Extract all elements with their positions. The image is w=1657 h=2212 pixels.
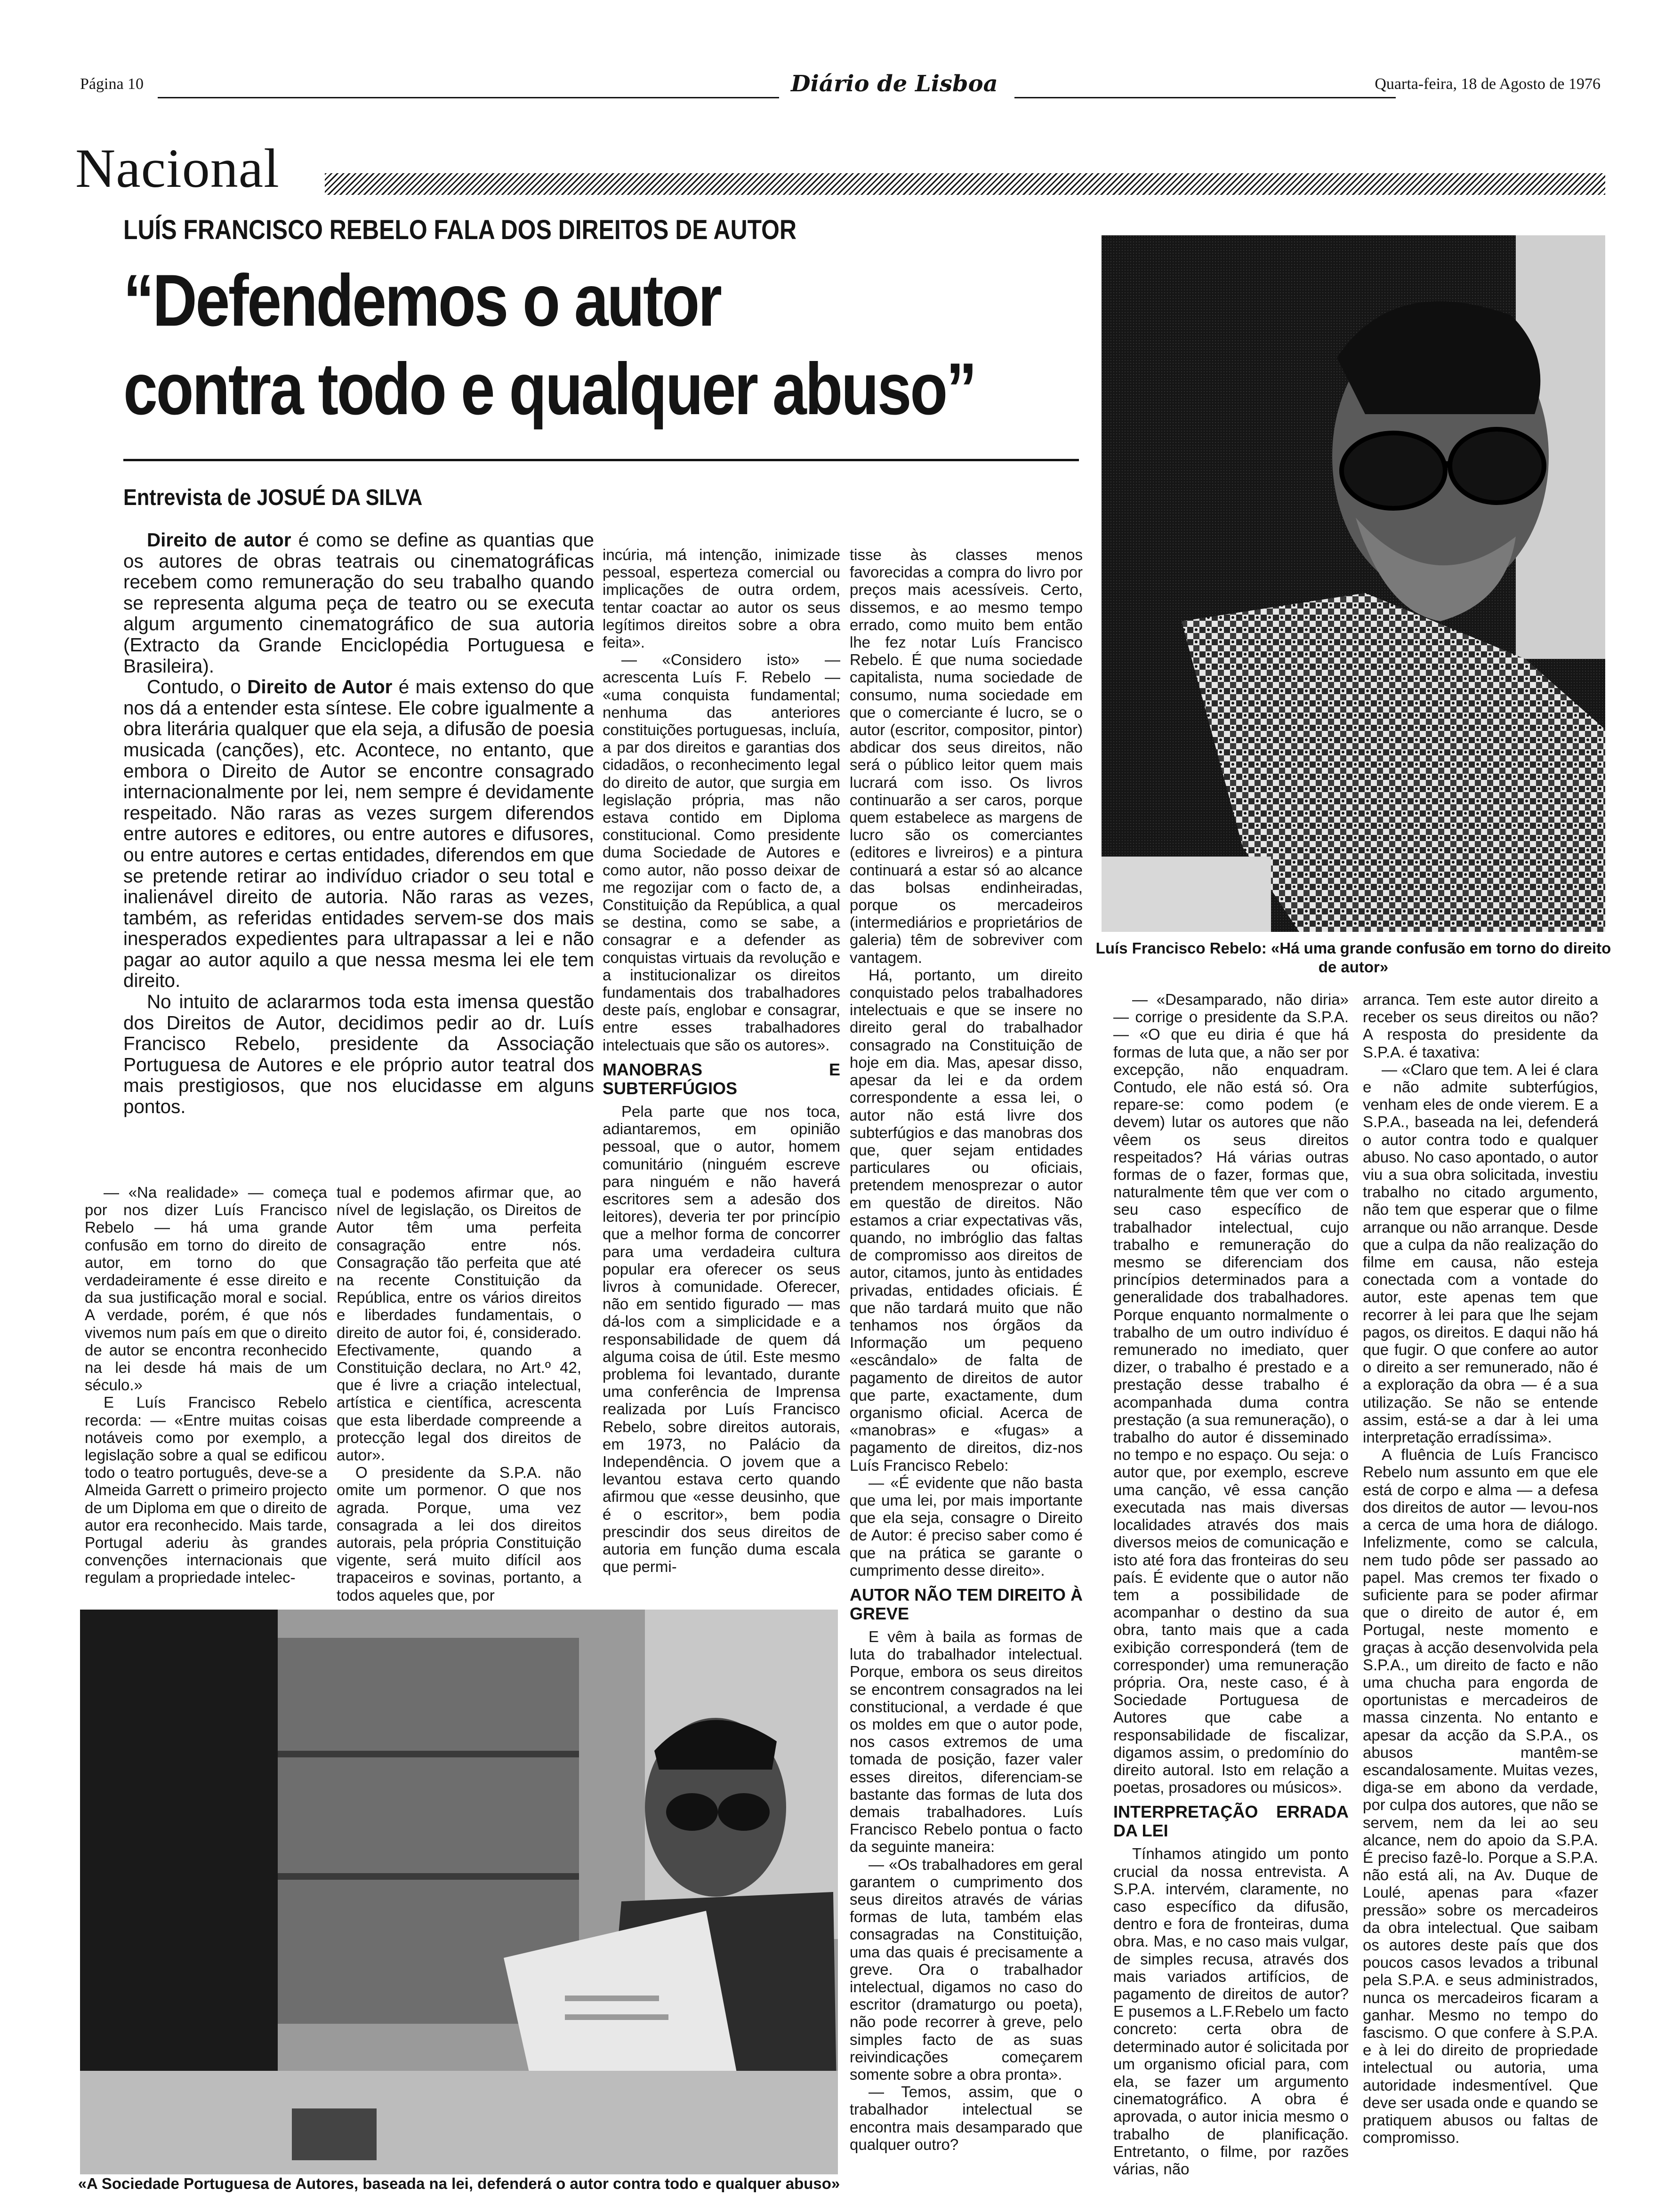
column-b: [337, 1184, 581, 1604]
column-c: [603, 546, 840, 1575]
masthead-rule-left: [158, 97, 779, 98]
column-d-paragraph-2: Há, portanto, um direito conquistado pelos trabalhadores intelectuais e que se insere no direito geral do trabalhador consagrado na Constituição de hoje em dia. Mas, apesar disso, apesar da lei e da ordem correspondente a essa lei, o autor não está livre dos subterfúgios e das manobras dos que, quer sejam entidades particulares ou oficiais, pretendem menosprezar o autor em questão de direitos. Não estamos a criar expectativas vãs, quando, no imbróglio das faltas de compromisso aos direitos de autor, citamos, junto às entidades privadas, entidades oficiais. É que não tardará muito que não tenhamos nos órgãos da Informação um pequeno «escândalo» de falta de pagamento de direitos de autor que parte, exactamente, dum organismo oficial. Acerca de «manobras» e «fugas» a pagamento de direitos, diz-nos Luís Francisco Rebelo:: [850, 966, 1083, 1474]
masthead-rule-right: [1014, 97, 1396, 98]
column-e: [1113, 991, 1349, 2178]
subheading-manobras: MANOBRAS E SUBTERFÚGIOS: [603, 1059, 840, 1098]
column-a-paragraph-2: E Luís Francisco Rebelo recorda: — «Entre muitas coisas notáveis como por exemplo, a legislação sobre a qual se edificou todo o teatro português, deve-se a Almeida Garrett o primeiro projecto de um Diploma em que o direito de autor era reconhecido. Mais tarde, Portugal aderiu às grandes convenções internacionais que regulam a propriedade intelec-: [85, 1394, 327, 1587]
kicker: LUÍS FRANCISCO REBELO FALA DOS DIREITOS DE AUTOR: [123, 215, 796, 245]
office-photo-image: [80, 1610, 838, 2174]
lead-keyword-2: Direito de Autor: [247, 676, 393, 698]
column-a-paragraph-1: — «Na realidade» — começa por nos dizer Luís Francisco Rebelo — há uma grande confusão em torno do direito de autor, em torno do que verdadeiramente é esse direito e da sua justificação moral e social. A verdade, porém, é que nós vivemos num país em que o direito de autor se encontra reconhecido na lei desde há mais de um século.»: [85, 1184, 327, 1394]
byline: [123, 485, 422, 511]
column-d: [850, 546, 1083, 2153]
byline-label: Entrevista de: [123, 485, 251, 510]
lead-text-2b: é mais extenso do que nos dá a entender esta síntese. Ele cobre igualmente a obra literária qualquer que ela seja, a difusão de poesia musicada (canções), etc. Acontece, no entanto, que embora o Direito de Autor se encontre consagrado internacionalmente por lei, nem sempre é devidamente respeitado. Não raras as vezes surgem diferendos entre autores e editores, ou entre autores e difusores, ou entre autores e certas entidades, diferendos em que se pretende retirar ao indivíduo criador o seu total e inalienável direito de autoria. Não raras as vezes, também, as referidas entidades servem-se dos mais inesperados expedientes para ultrapassar a lei e não pagar ao autor aquilo a que nessa mesma lei ele tem direito.: [123, 676, 594, 992]
headline: [123, 256, 993, 433]
lead-keyword-1: Direito de autor: [147, 529, 291, 551]
column-c-paragraph-1: incúria, má intenção, inimizade pessoal, esperteza comercial ou implicações de outra ordem, tentar coactar ao autor os seus legítimos direitos sobre a obra feita».: [603, 546, 840, 651]
column-e-paragraph-2: Tínhamos atingido um ponto crucial da nossa entrevista. A S.P.A. intervém, claramente, no caso específico da difusão, dentro e fora de fronteiras, duma obra. Mas, e no caso mais vulgar, de simples recusa, através dos mais variados artifícios, de pagamento de direitos de autor? E pusemos a L.F.Rebelo um facto concreto: certa obra de determinado autor é solicitada por um organismo oficial para, com ela, se fazer um argumento cinematográfico. A obra é aprovada, o autor inicia mesmo o trabalho de planificação. Entretanto, o filme, por razões várias, não: [1113, 1845, 1349, 2178]
column-d-paragraph-5: — «Os trabalhadores em geral garantem o cumprimento dos seus direitos através de várias formas de luta, também elas consagradas na Constituição, uma das quais é precisamente a greve. Ora o trabalhador intelectual, digamos no caso do escritor (dramaturgo ou poeta), não pode recorrer à greve, pelo simples facto de as suas reivindicações começarem somente sobre a obra pronta».: [850, 1855, 1083, 2084]
portrait-caption: Luís Francisco Rebelo: «Há uma grande confusão em torno do direito de autor»: [1095, 939, 1611, 976]
column-b-paragraph-2: O presidente da S.P.A. não omite um pormenor. O que nos agrada. Porque, uma vez consagrada a lei dos direitos autorais, pela própria Constituição vigente, será muito difícil aos trapaceiros e sovinas, portanto, a todos aqueles que, por: [337, 1464, 581, 1604]
column-d-paragraph-1: tisse às classes menos favorecidas a compra do livro por preços mais acessíveis. Certo, dissemos, e ao mesmo tempo errado, como muito bem então lhe fez notar Luís Francisco Rebelo. É que numa sociedade capitalista, numa sociedade de consumo, numa sociedade em que o comerciante é lucro, se o autor (escritor, compositor, pintor) abdicar dos seus direitos, não será o público leitor quem mais lucrará com isso. Os livros continuarão a ser caros, porque quem estabelece as margens de lucro são os comerciantes (editores e livreiros) e a pintura continuará a estar só ao alcance das bolsas endinheiradas, porque os mercadeiros (intermediários e proprietários de galeria) têm de sobreviver com vantagem.: [850, 546, 1083, 966]
lead-text-1: é como se define as quantias que os autores de obras teatrais ou cinematográficas recebem como remuneração do seu trabalho quando se representa alguma peça de teatro ou se executa algum argumento cinematográfico de sua autoria (Extracto da Grande Enciclopédia Portuguesa e Brasileira).: [123, 529, 595, 677]
column-f: [1363, 991, 1598, 2146]
lead-column: [123, 529, 594, 1117]
lead-paragraph-3: No intuito de aclararmos toda esta imensa questão dos Direitos de Autor, decidimos pedir ao dr. Luís Francisco Rebelo, presidente da Associação Portuguesa de Autores e ele próprio autor teatral dos mais prestigiosos, que nos elucidasse em alguns pontos.: [123, 991, 594, 1118]
headline-line-1: “Defendemos o autor: [123, 260, 721, 342]
portrait-photo-image: [1102, 235, 1605, 932]
column-d-paragraph-4: E vêm à baila as formas de luta do trabalhador intelectual. Porque, embora os seus direitos se encontrem consagrados na lei constitucional, a verdade é que os moldes em que o autor pode, nos casos extremos de uma tomada de posição, fazer valer esses direitos, diferenciam-se bastante das formas de luta dos demais trabalhadores. Luís Francisco Rebelo pontua o facto da seguinte maneira:: [850, 1627, 1083, 1856]
newspaper-name: Diário de Lisboa: [791, 71, 998, 97]
subheading-greve: AUTOR NÃO TEM DIREITO À GREVE: [850, 1585, 1083, 1623]
issue-date: Quarta-feira, 18 de Agosto de 1976: [1375, 75, 1601, 93]
byline-author: JOSUÉ DA SILVA: [257, 485, 423, 510]
section-hatch-bar: [325, 173, 1605, 195]
masthead: [80, 71, 1601, 99]
page-number: Página 10: [80, 75, 144, 93]
office-photo: [80, 1610, 838, 2174]
column-c-paragraph-3: Pela parte que nos toca, adiantaremos, em opinião pessoal, que o autor, homem comunitário (ninguém escreve para ninguém e não haverá escritores sem a adesão dos leitores), deveria ter por princípio que a melhor forma de concorrer para uma verdadeira cultura popular era oferecer os seus livros à comunidade. Oferecer, não em sentido figurado — mas dá-los com a simplicidade e a responsabilidade de quem dá alguma coisa de útil. Este mesmo problema foi levantado, durante uma conferência de Imprensa realizada por Luís Francisco Rebelo, sobre direitos autorais, em 1973, no Palácio da Independência. O jovem que a levantou estava certo quando afirmou que «esse deusinho, que é o escritor», bem podia prescindir dos seus direitos de autoria em função duma escala que permi-: [603, 1102, 840, 1576]
column-f-paragraph-1: arranca. Tem este autor direito a receber os seus direitos ou não? A resposta do presidente da S.P.A. é taxativa:: [1363, 991, 1598, 1061]
portrait-photo: [1102, 235, 1605, 932]
column-d-paragraph-3: — «É evidente que não basta que uma lei, por mais importante que ela seja, consagre o Direito de Autor: é preciso saber como é que na prática se garante o cumprimento desse direito».: [850, 1474, 1083, 1579]
office-caption: «A Sociedade Portuguesa de Autores, baseada na lei, defenderá o autor contra todo e qualquer abuso»: [78, 2175, 840, 2192]
column-a: [85, 1184, 327, 1587]
lead-paragraph-2: [123, 676, 594, 991]
column-f-paragraph-2: — «Claro que tem. A lei é clara e não admite subterfúgios, venham eles de onde vierem. E a S.P.A., baseada na lei, defenderá o autor contra todo e qualquer abuso. No caso apontado, o autor viu a sua obra solicitada, investiu trabalho no citado argumento, não tem que esperar que o filme arranque ou não arranque. Desde que a culpa da não realização do filme em causa, não esteja conectada com a vontade do autor, este apenas tem que recorrer à lei para que lhe sejam pagos, os direitos. E daqui não há que fugir. O que confere ao autor o direito a ser remunerado, não é a exploração da obra — é a sua utilização. Se não se entende assim, está-se a dar à lei uma interpretação erradíssima».: [1363, 1060, 1598, 1446]
column-c-paragraph-2: — «Considero isto» — acrescenta Luís F. Rebelo — «uma conquista fundamental; nenhuma das anteriores constituições portuguesas, incluía, a par dos direitos e garantias dos cidadãos, o reconhecimento legal do direito de autor, que surgia em legislação própria, mas não estava contido em Diploma constitucional. Como presidente duma Sociedade de Autores e como autor, não posso deixar de me regozijar com o facto de, a Constituição da República, a qual se destina, como se sabe, a consagrar e a defender as conquistas virtuais da revolução e a institucionalizar os direitos fundamentais dos trabalhadores deste país, englobar e consagrar, entre esses trabalhadores intelectuais que são os autores».: [603, 651, 840, 1054]
headline-line-2: contra todo e qualquer abuso”: [123, 348, 976, 430]
lead-text-2a: Contudo, o: [147, 676, 248, 698]
column-b-paragraph-1: tual e podemos afirmar que, ao nível de legislação, os Direitos de Autor têm uma perfeita consagração entre nós. Consagração tão perfeita que até na recente Constituição da República, entre os vários direitos e liberdades fundamentais, o direito de autor foi, é, considerado. Efectivamente, quando a Constituição declara, no Art.º 42, que é livre a criação intelectual, artística e científica, acrescenta que esta liberdade compreende a protecção legal dos direitos de autor».: [337, 1184, 581, 1464]
column-d-paragraph-6: — Temos, assim, que o trabalhador intelectual se encontra mais desamparado que qualquer outro?: [850, 2083, 1083, 2153]
subheading-interpretacao: INTERPRETAÇÃO ERRADA DA LEI: [1113, 1802, 1349, 1841]
section-title: Nacional: [75, 137, 280, 199]
lead-paragraph-1: [123, 529, 594, 676]
column-e-paragraph-1: — «Desamparado, não diria» — corrige o presidente da S.P.A. — «O que eu diria é que há formas de luta que, a não ser por excepção, não enquadram. Contudo, ele não está só. Ora repare-se: como podem (e devem) lutar os autores que não vêem os seus direitos respeitados? Há várias outras formas de o fazer, formas que, naturalmente têm que ver com o seu caso específico de trabalhador intelectual, cujo trabalho e remuneração do mesmo se diferenciam dos princípios determinados para a generalidade dos trabalhadores. Porque enquanto normalmente o trabalho de um outro indivíduo é remunerado no imediato, quer dizer, o trabalho é prestado e a prestação desse trabalho é acompanhada duma contra prestação (a sua remuneração), o trabalho do autor é disseminado no tempo e no espaço. Ou seja: o autor que, por exemplo, escreve uma canção, vê essa canção executada nas mais diversas localidades através dos mais diversos meios de comunicação e isto até fora das fronteiras do seu país. É evidente que o autor não tem a possibilidade de acompanhar o destino da sua obra, tanto mais que a cada exibição corresponderá (tem de corresponder) uma remuneração própria. Ora, neste caso, é à Sociedade Portuguesa de Autores que cabe a responsabilidade de fiscalizar, digamos assim, o predomínio do direito autoral. Isto em relação a poetas, prosadores ou músicos».: [1113, 991, 1349, 1796]
headline-rule: [123, 459, 1079, 461]
column-f-paragraph-3: A fluência de Luís Francisco Rebelo num assunto em que ele está de corpo e alma — a defesa dos direitos de autor — levou-nos a cerca de uma hora de diálogo. Infelizmente, como se calcula, nem tudo pôde ser passado ao papel. Mas cremos ter fixado o suficiente para se poder afirmar que o direito de autor é, em Portugal, neste momento e graças à acção desenvolvida pela S.P.A., um direito de facto e não uma chucha para engorda de oportunistas e mercadeiros de massa cinzenta. No entanto e apesar da acção da S.P.A., os abusos mantêm-se escandalosamente. Muitas vezes, diga-se em abono da verdade, por culpa dos autores, que não se servem, nem da lei ao seu alcance, nem do apoio da S.P.A. É preciso fazê-lo. Porque a S.P.A. não está ali, na Av. Duque de Loulé, apenas para «fazer pressão» sobre os mercadeiros da obra intelectual. Que saibam os autores deste país que dos poucos casos levados a tribunal pela S.P.A. e seus administrados, nunca os mercadeiros ficaram a ganhar. Mesmo no tempo do fascismo. O que confere à S.P.A. e à lei do direito de propriedade intelectual ou autoria, uma autoridade indesmentível. Que deve ser usada onde e quando se pratiquem abusos ou faltas de compromisso.: [1363, 1446, 1598, 2147]
